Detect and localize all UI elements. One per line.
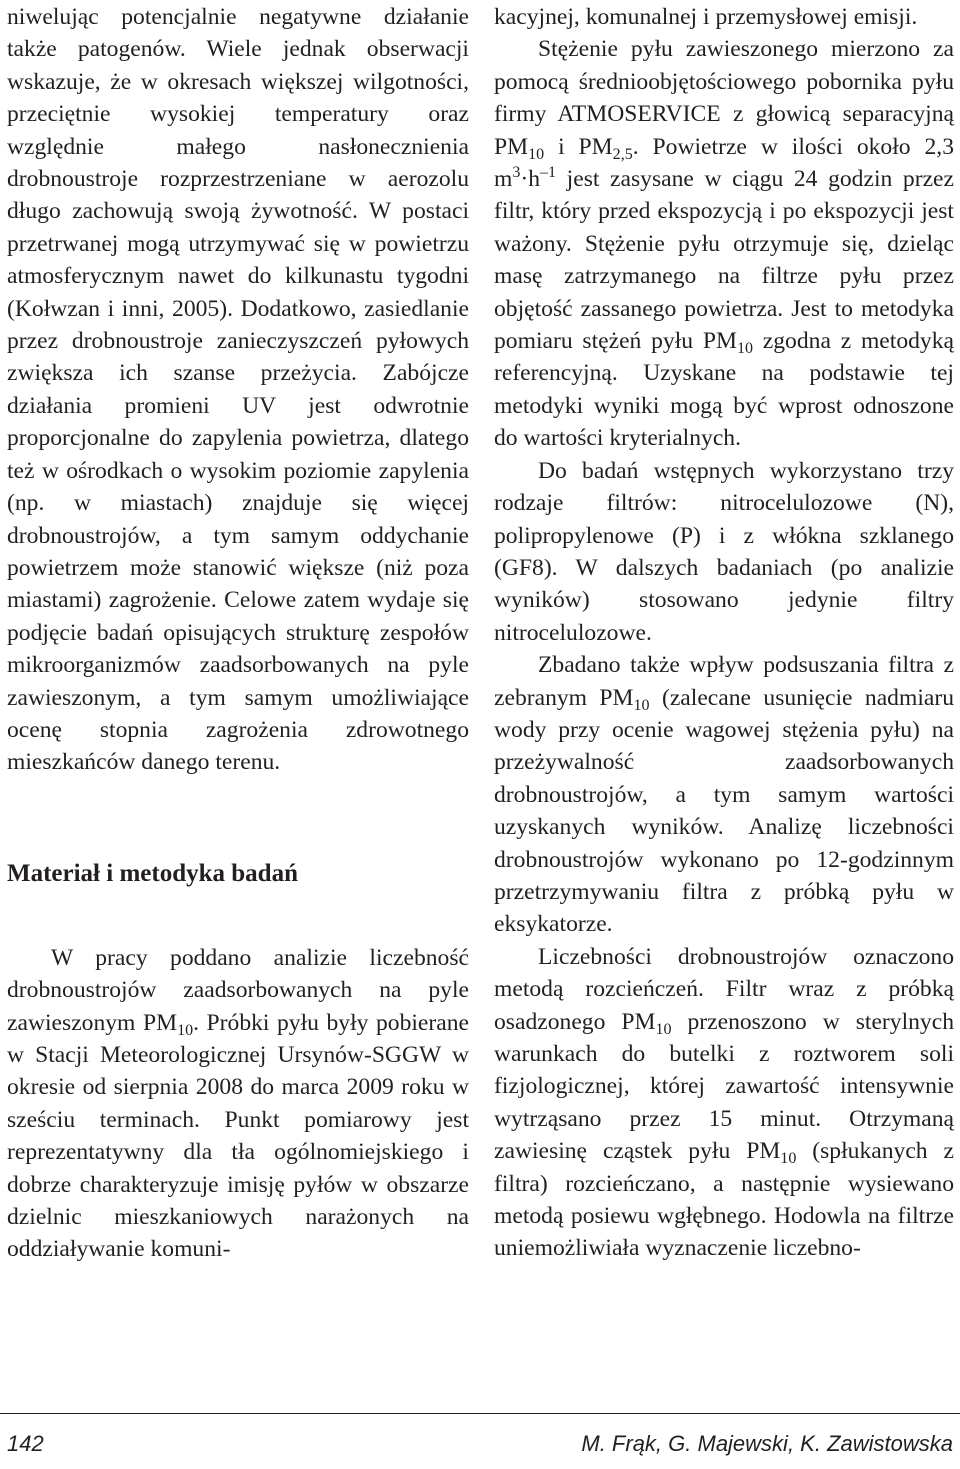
superscript: 3 — [512, 164, 521, 182]
text-span: Zbadano także wpływ podsuszania filtra z zebranym PM — [494, 652, 954, 711]
text-span: zgodna z metodyką referencyjną. Uzyskane na podstawie tej metodyki wyniki mogą być wprost odnoszone do wartości kryterialnych. — [494, 328, 954, 452]
left-paragraph-1: niwelując potencjalnie negatywne działanie także patogenów. Wiele jednak obserwacji wskazuje, że w okresach większej wilgotności, przeciętnie wysokiej temperatury oraz względnie małego nasłonecznienia drobnoustroje rozprzestrzeniane w aerozolu długo zachowują swoją żywotność. W postaci przetrwanej mogą utrzymywać się w powietrzu atmosferycznym nawet do kilkunastu tygodni (Kołwzan i inni, 2005). Dodatkowo, zasiedlanie przez drobnoustroje zanieczyszczeń pyłowych zwiększa ich szanse przeżycia. Zabójcze działania promieni UV jest odwrotnie proporcjonalne do zapylenia powietrza, dlatego też w ośrodkach o wysokim poziomie zapylenia (np. w miastach) znajduje się więcej drobnoustrojów, a tym samym oddychanie powietrzem może stanowić większe (niż poza miastami) zagrożenie. Celowe zatem wydaje się podjęcie badań opisujących strukturę zespołów mikroorganizmów zaadsorbowanych na pyle zawieszonym, a tym samym umożliwiające ocenę stopnia zagrożenia zdrowotnego mieszkańców danego terenu. — [7, 4, 469, 776]
left-column — [7, 1, 469, 1266]
footer-rule — [0, 1413, 960, 1414]
text-span: (spłukanych z filtra) rozcieńczano, a następnie wysiewano metodą posiewu wgłębnego. Hodowla na filtrze uniemożliwiała wyznaczenie liczebno- — [494, 1138, 954, 1262]
text-span: i PM — [544, 133, 613, 160]
footer-authors: M. Frąk, G. Majewski, K. Zawistowska — [581, 1431, 953, 1456]
right-paragraph-1: kacyjnej, komunalnej i przemysłowej emisji. — [494, 4, 918, 30]
subscript: 10 — [780, 1150, 797, 1168]
section-heading: Materiał i metodyka badań — [7, 859, 298, 887]
text-span: Liczebności drobnoustrojów oznaczono metodą rozcieńczeń. Filtr wraz z próbką osadzonego PM — [494, 943, 954, 1035]
left-paragraph-2 — [7, 942, 469, 1266]
text-span: przenoszono w sterylnych warunkach do butelki z roztworem soli fizjologicznej, której zawartość intensywnie wytrząsano przez 15 minut. Otrzymaną zawiesinę cząstek pyłu PM — [494, 1008, 954, 1165]
text-span: ·h — [520, 166, 541, 193]
text-span: W pracy poddano analizie liczebność drobnoustrojów zaadsorbowanych na pyle zawieszonym PM — [7, 944, 469, 1036]
right-paragraph-4 — [494, 649, 954, 941]
right-paragraph-2 — [494, 33, 954, 454]
subscript: 2,5 — [612, 145, 633, 163]
right-paragraph-5 — [494, 941, 954, 1265]
page-number: 142 — [7, 1431, 44, 1456]
text-span: (zalecane usunięcie nadmiaru wody przy ocenie wagowej stężenia pyłu) na przeżywalność zaadsorbowanych drobnoustrojów, a tym samym wartości uzyskanych wyników. Analizę liczebności drobnoustrojów wykonano po 12-godzinnym przetrzymywaniu filtra z próbką pyłu w eksykatorze. — [494, 684, 955, 938]
subscript: 10 — [177, 1021, 194, 1039]
text-span: . Próbki pyłu były pobierane w Stacji Meteorologicznej Ursynów-SGGW w okresie od sierpnia 2008 do marca 2009 roku w sześciu terminach. Punkt pomiarowy jest reprezentatywny dla tła ogólnomiejskiego i dobrze charakteryzuje imisję pyłów w obszarze dzielnic mieszkaniowych narażonych na oddziaływanie komuni- — [7, 1009, 470, 1263]
right-paragraph-3: Do badań wstępnych wykorzystano trzy rodzaje filtrów: nitrocelulozowe (N), polipropylenowe (P) i z włókna szklanego (GF8). W dalszych badaniach (po analizie wyników) stosowano jedynie filtry nitrocelulozowe. — [494, 457, 954, 646]
text-span: jest zasysane w ciągu 24 godzin przez filtr, który przed ekspozycją i po ekspozycji jest ważony. Stężenie pyłu otrzymuje się, dzieląc masę zatrzymanego na filtrze pyłu przez objętość zassanego powietrza. Jest to metodyka pomiaru stężeń pyłu PM — [494, 166, 954, 355]
subscript: 10 — [528, 145, 545, 163]
subscript: 10 — [736, 339, 753, 357]
text-span: . Powietrze w ilości około 2,3 m — [494, 133, 955, 193]
superscript: –1 — [540, 164, 557, 182]
text-span: Stężenie pyłu zawieszonego mierzono za pomocą średnioobjętościowego pobornika pyłu firmy ATMOSERVICE z głowicą separacyjną PM — [494, 36, 954, 160]
subscript: 10 — [633, 696, 650, 714]
subscript: 10 — [655, 1020, 672, 1038]
right-column — [494, 1, 954, 1265]
